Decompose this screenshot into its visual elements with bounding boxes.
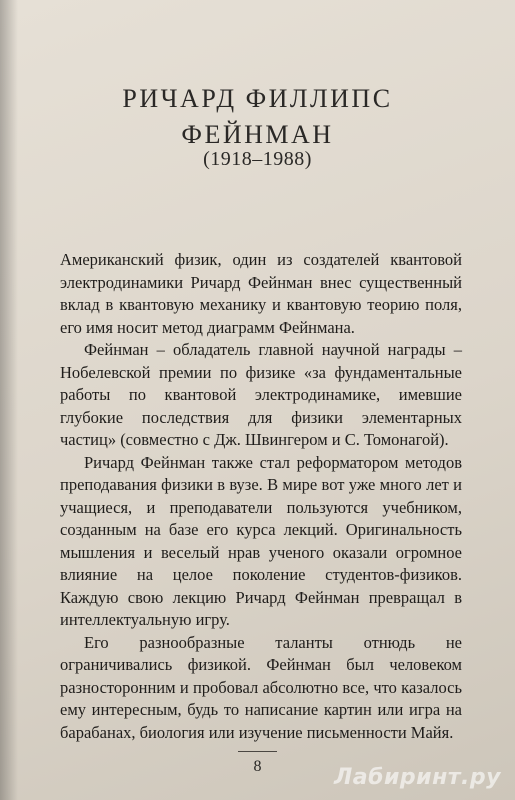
page-title-line-1: РИЧАРД ФИЛЛИПС: [122, 84, 393, 113]
watermark-logo: Лабиринт.ру: [334, 765, 501, 790]
life-years: (1918–1988): [203, 148, 312, 170]
page-title-line-2: ФЕЙНМАН: [181, 120, 334, 149]
footer-divider: [238, 751, 277, 752]
page-number: 8: [253, 758, 262, 775]
biography-text: [60, 249, 462, 744]
paragraph-2: Фейнман – обладатель главной научной награды – Нобелевской премии по физике «за фундаментальные работы по квантовой электродинамике, имевшие глубокие последствия для физики элементарных частиц» (совместно с Дж. Швингером и С. Томонагой).: [60, 340, 462, 449]
paragraph-3: Ричард Фейнман также стал реформатором методов преподавания физики в вузе. В мире вот уже много лет и учащиеся, и преподаватели пользуются учебником, созданным на базе его курса лекций. Оригинальность мышления и веселый нрав ученого оказали огромное влияние на целое поколение студентов-физиков. Каждую свою лекцию Ричард Фейнман превращал в интеллектуальную игру.: [60, 452, 462, 629]
paragraph-1: Американский физик, один из создателей квантовой электродинамики Ричард Фейнман внес существенный вклад в квантовую механику и квантовую теорию поля, его имя носит метод диаграмм Фейнмана.: [60, 250, 462, 337]
paragraph-4: Его разнообразные таланты отнюдь не ограничивались физикой. Фейнман был человеком разносторонним и пробовал абсолютно все, что казалось ему интересным, будь то написание картин или игра на барабанах, биология или изучение письменности Майя.: [60, 632, 462, 742]
